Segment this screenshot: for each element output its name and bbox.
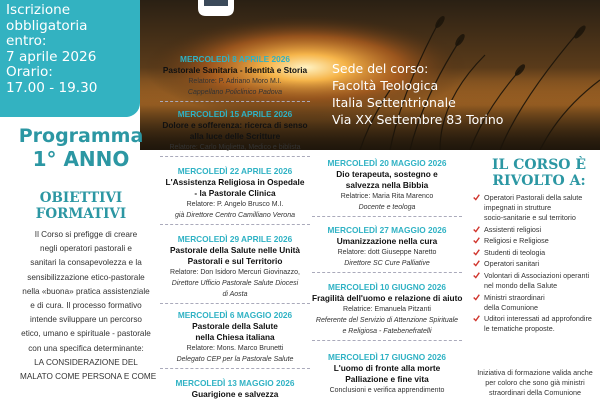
registration-line: 7 aprile 2026 [6, 48, 97, 65]
checkmark-icon [473, 294, 480, 301]
target-item [473, 236, 600, 246]
target-item-text: le tematiche proposte. [484, 324, 555, 334]
session-date: MERCOLEDÌ 13 MAGGIO 2026 [175, 378, 295, 388]
session-note: Conclusioni e verifica apprendimento [329, 387, 445, 394]
session-block [160, 109, 310, 157]
session-speaker: Relatore: P. Angelo Brusco M.I. [186, 201, 284, 208]
separator [312, 340, 462, 341]
target-item [473, 293, 600, 313]
registration-line: Orario: [6, 64, 53, 81]
checkmark-icon [473, 226, 480, 233]
checkmark-icon [473, 194, 480, 201]
session-title: L'uomo di fronte alla morte [333, 363, 441, 373]
target-item [473, 193, 600, 223]
venue-name: Facoltà Teologica [332, 78, 439, 93]
target-item-text: Operatori sanitari [484, 259, 540, 269]
target-item-text: della Comunione [484, 302, 538, 312]
target-list [473, 193, 600, 336]
program-title [0, 125, 162, 171]
target-item [473, 248, 600, 258]
session-speaker: Relatore: dott Giuseppe Naretto [337, 249, 437, 256]
footer-note-line: Iniziativa di formazione valida anche [477, 368, 593, 377]
session-affiliation: e Religiosa - Fatebenefratelli [342, 328, 432, 335]
session-block [160, 310, 310, 369]
objectives-heading [0, 190, 162, 222]
objectives-line: LA CONSIDERAZIONE DEL [34, 357, 138, 367]
registration-line: entro: [6, 33, 47, 50]
objectives-line: negli operatori pastorali e [40, 244, 132, 254]
registration-line: obbligatoria [6, 17, 88, 34]
session-speaker: Relatore: Carlo Miglietta, Medico e biblista [169, 144, 301, 151]
objectives-heading-line: OBIETTIVI [39, 190, 123, 206]
target-item-text: Studenti di teologia [484, 247, 546, 257]
objectives-line: intende sviluppare un percorso [30, 315, 142, 325]
session-date: MERCOLEDÌ 20 MAGGIO 2026 [327, 158, 447, 168]
session-block [312, 225, 462, 273]
session-speaker: Relatore: Mons. Marco Brunetti [186, 345, 284, 352]
target-item-text: socio-sanitarie e sul territorio [484, 213, 576, 222]
footer-note-line: straordinari della Comunione [489, 388, 581, 397]
session-speaker: Relatrice: Maria Rita Marenco [340, 193, 434, 200]
session-affiliation: già Direttore Centro Camilliano Verona [175, 212, 295, 219]
session-affiliation: Docente e teologa [358, 204, 416, 211]
session-title: L'Assistenza Religiosa in Ospedale [165, 177, 305, 187]
session-title: Guarigione e salvezza [191, 389, 279, 399]
checkmark-icon [473, 260, 480, 267]
footer-note [470, 368, 600, 398]
session-date: MERCOLEDÌ 29 APRILE 2026 [177, 234, 293, 244]
session-title: Pastorali e sul Territorio [187, 256, 283, 266]
session-speaker: Relatore: P. Adriano Moro M.I. [188, 78, 282, 85]
objectives-line: sanitari la consapevolezza e la [30, 258, 142, 268]
session-title: nella Chiesa italiana [195, 332, 275, 342]
session-title: - la Pastorale Clinica [194, 188, 276, 198]
target-item-text: impegnati in strutture [484, 203, 552, 212]
target-item-text: Uditori interessati ad approfondire [484, 314, 592, 324]
session-title: Dio terapeuta, sostegno e [336, 169, 438, 179]
session-block [160, 166, 310, 225]
separator [160, 156, 310, 157]
objectives-line: e di cura. Il processo formativo [30, 301, 142, 311]
separator [160, 101, 310, 102]
checkmark-icon [473, 315, 480, 322]
session-block [312, 352, 462, 396]
session-speaker: Relatrice: Emanuela Pitzanti [343, 306, 431, 313]
objectives-line: con una specifica determinante: [28, 343, 144, 353]
session-title: Pastorale Sanitaria - Identità e Storia [162, 65, 308, 75]
program-title-line: Programma [18, 125, 144, 147]
session-date: MERCOLEDÌ 8 APRILE 2026 [180, 54, 290, 64]
session-date: MERCOLEDÌ 17 GIUGNO 2026 [327, 352, 447, 362]
objectives-line: sensibilizzazione etico-pastorale [27, 272, 145, 282]
target-heading [478, 157, 600, 189]
session-block [312, 282, 462, 341]
session-title: Umanizzazione nella cura [336, 236, 438, 246]
registration-line: 17.00 - 19.30 [6, 79, 98, 96]
separator [160, 224, 310, 225]
session-title: Pastorale della Salute [192, 321, 278, 331]
session-block [160, 54, 310, 102]
objectives-line: etico, umano e spirituale - pastorale [21, 329, 151, 339]
checkmark-icon [473, 272, 480, 279]
session-affiliation: Delegato CEP per la Pastorale Salute [176, 356, 294, 363]
session-date: MERCOLEDÌ 6 MAGGIO 2026 [177, 310, 293, 320]
separator [312, 216, 462, 217]
checkmark-icon [473, 249, 480, 256]
program-year: 1° ANNO [32, 147, 130, 171]
target-item [473, 225, 600, 235]
target-item-text: Religiosi e Religiose [484, 236, 549, 246]
target-item-text: Volontari di Associazioni operanti [484, 270, 590, 280]
registration-box [0, 0, 140, 117]
registration-line: Iscrizione [6, 2, 71, 18]
session-title: alla luce delle Scritture [189, 131, 281, 141]
objectives-line: MALATO COME PERSONA E COME [20, 372, 157, 382]
separator [160, 368, 310, 369]
venue-address: Via XX Settembre 83 Torino [332, 112, 504, 127]
session-date: MERCOLEDÌ 22 APRILE 2026 [177, 166, 293, 176]
target-item [473, 314, 600, 334]
target-item-text: Operatori Pastorali della salute [484, 193, 583, 202]
session-block [312, 158, 462, 217]
session-affiliation: Cappellano Policlinico Padova [187, 89, 283, 96]
objectives-line: nella «buona» pratica assistenziale [22, 286, 150, 296]
session-affiliation: Direttore Ufficio Pastorale Salute Diocesi [171, 280, 299, 287]
target-heading-line: RIVOLTO A: [492, 173, 586, 189]
session-title: salvezza nella Bibbia [345, 180, 429, 190]
session-title: Palliazione e fine vita [345, 374, 429, 384]
target-item [473, 271, 600, 291]
session-affiliation: Referente del Servizio di Attenzione Spirituale [315, 317, 459, 324]
session-block [160, 378, 310, 400]
session-date: MERCOLEDÌ 10 GIUGNO 2026 [327, 282, 447, 292]
target-item-text: nel mondo della Salute [484, 280, 558, 290]
objectives-text [20, 228, 157, 384]
checkmark-icon [473, 237, 480, 244]
session-affiliation: di Aosta [222, 291, 248, 298]
target-heading-line: IL CORSO È [491, 157, 587, 173]
session-date: MERCOLEDÌ 27 MAGGIO 2026 [327, 225, 447, 235]
target-item-text: Assistenti religiosi [484, 224, 542, 234]
session-title: Pastorale della Salute nelle Unità [169, 245, 301, 255]
session-title: Fragilità dell'uomo e relazione di aiuto [312, 293, 463, 303]
session-title: Dolore e sofferenza: ricerca di senso [162, 120, 308, 130]
session-affiliation: Direttore SC Cure Palliative [344, 260, 430, 267]
venue-info [332, 60, 503, 128]
objectives-line: Il Corso si prefigge di creare [34, 230, 138, 239]
footer-note-line: per coloro che sono già ministri [485, 378, 585, 387]
venue-name: Italia Settentrionale [332, 95, 456, 110]
session-block [160, 234, 310, 304]
session-date: MERCOLEDÌ 15 APRILE 2026 [177, 109, 293, 119]
target-item-text: Ministri straordinari [484, 292, 545, 302]
session-speaker: Relatore: Don Isidoro Mercuri Giovinazzo, [170, 269, 300, 276]
objectives-heading-line: FORMATIVI [35, 206, 127, 222]
separator [160, 303, 310, 304]
separator [312, 272, 462, 273]
target-item [473, 259, 600, 269]
venue-label: Sede del corso: [332, 61, 429, 76]
